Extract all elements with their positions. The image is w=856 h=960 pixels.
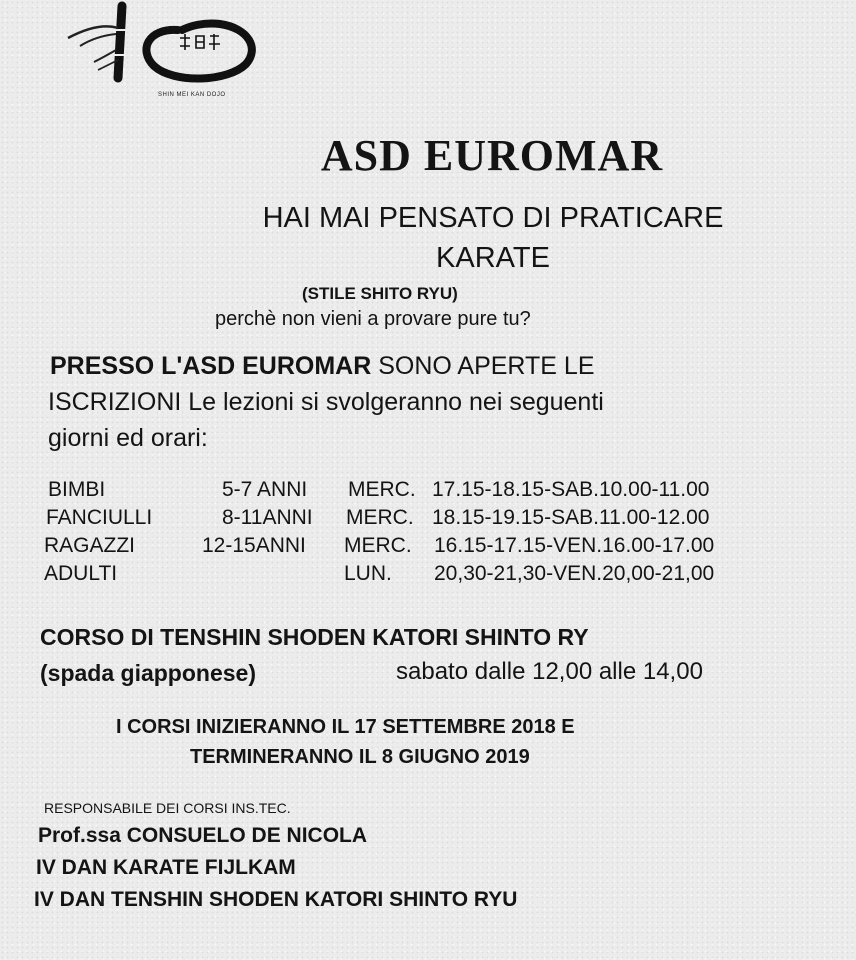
schedule-day: LUN. — [344, 562, 392, 585]
intro-bold-lead: PRESSO L'ASD EUROMAR — [50, 352, 372, 380]
schedule-group: ADULTI — [44, 562, 118, 585]
schedule-day: MERC. — [348, 478, 416, 501]
schedule-age: 12-15ANNI — [202, 534, 306, 557]
schedule-times: 20,30-21,30-VEN.20,00-21,00 — [434, 562, 715, 585]
schedule-group: RAGAZZI — [44, 534, 136, 557]
responsible-label: RESPONSABILE DEI CORSI INS.TEC. — [44, 800, 291, 816]
dojo-logo — [58, 0, 268, 100]
schedule-day: MERC. — [346, 506, 414, 529]
course-subtitle: (spada giapponese) — [40, 660, 256, 686]
course-when: sabato dalle 12,00 alle 14,00 — [396, 658, 703, 685]
headline-1: HAI MAI PENSATO DI PRATICARE — [262, 202, 724, 234]
style-note: (STILE SHITO RYU) — [302, 284, 458, 303]
responsible-rank-1: IV DAN KARATE FIJLKAM — [36, 856, 296, 879]
responsible-name: Prof.ssa CONSUELO DE NICOLA — [38, 824, 368, 847]
schedule-day: MERC. — [344, 534, 412, 557]
dates-line-2: TERMINERANNO IL 8 GIUGNO 2019 — [190, 746, 530, 768]
invite-line: perchè non vieni a provare pure tu? — [215, 308, 531, 330]
schedule-age: 8-11ANNI — [222, 506, 313, 529]
headline-2: KARATE — [436, 242, 550, 274]
intro-line1-rest: SONO APERTE LE — [378, 352, 595, 380]
page-title: ASD EUROMAR — [320, 131, 664, 180]
logo-caption: SHIN MEI KAN DOJO — [158, 92, 226, 98]
responsible-rank-2: IV DAN TENSHIN SHODEN KATORI SHINTO RYU — [34, 888, 518, 911]
schedule-times: 16.15-17.15-VEN.16.00-17.00 — [434, 534, 715, 557]
schedule-age: 5-7 ANNI — [222, 478, 308, 501]
intro-line-3: giorni ed orari: — [48, 424, 208, 452]
schedule-times: 17.15-18.15-SAB.10.00-11.00 — [432, 478, 710, 501]
schedule-times: 18.15-19.15-SAB.11.00-12.00 — [432, 506, 710, 529]
course-title: CORSO DI TENSHIN SHODEN KATORI SHINTO RY — [40, 624, 589, 650]
schedule-group: BIMBI — [48, 478, 106, 501]
intro-line-1 — [50, 352, 595, 381]
schedule-group: FANCIULLI — [46, 506, 153, 529]
intro-line-2: ISCRIZIONI Le lezioni si svolgeranno nei seguenti — [48, 388, 604, 416]
dates-line-1: I CORSI INIZIERANNO IL 17 SETTEMBRE 2018 E — [116, 716, 575, 738]
